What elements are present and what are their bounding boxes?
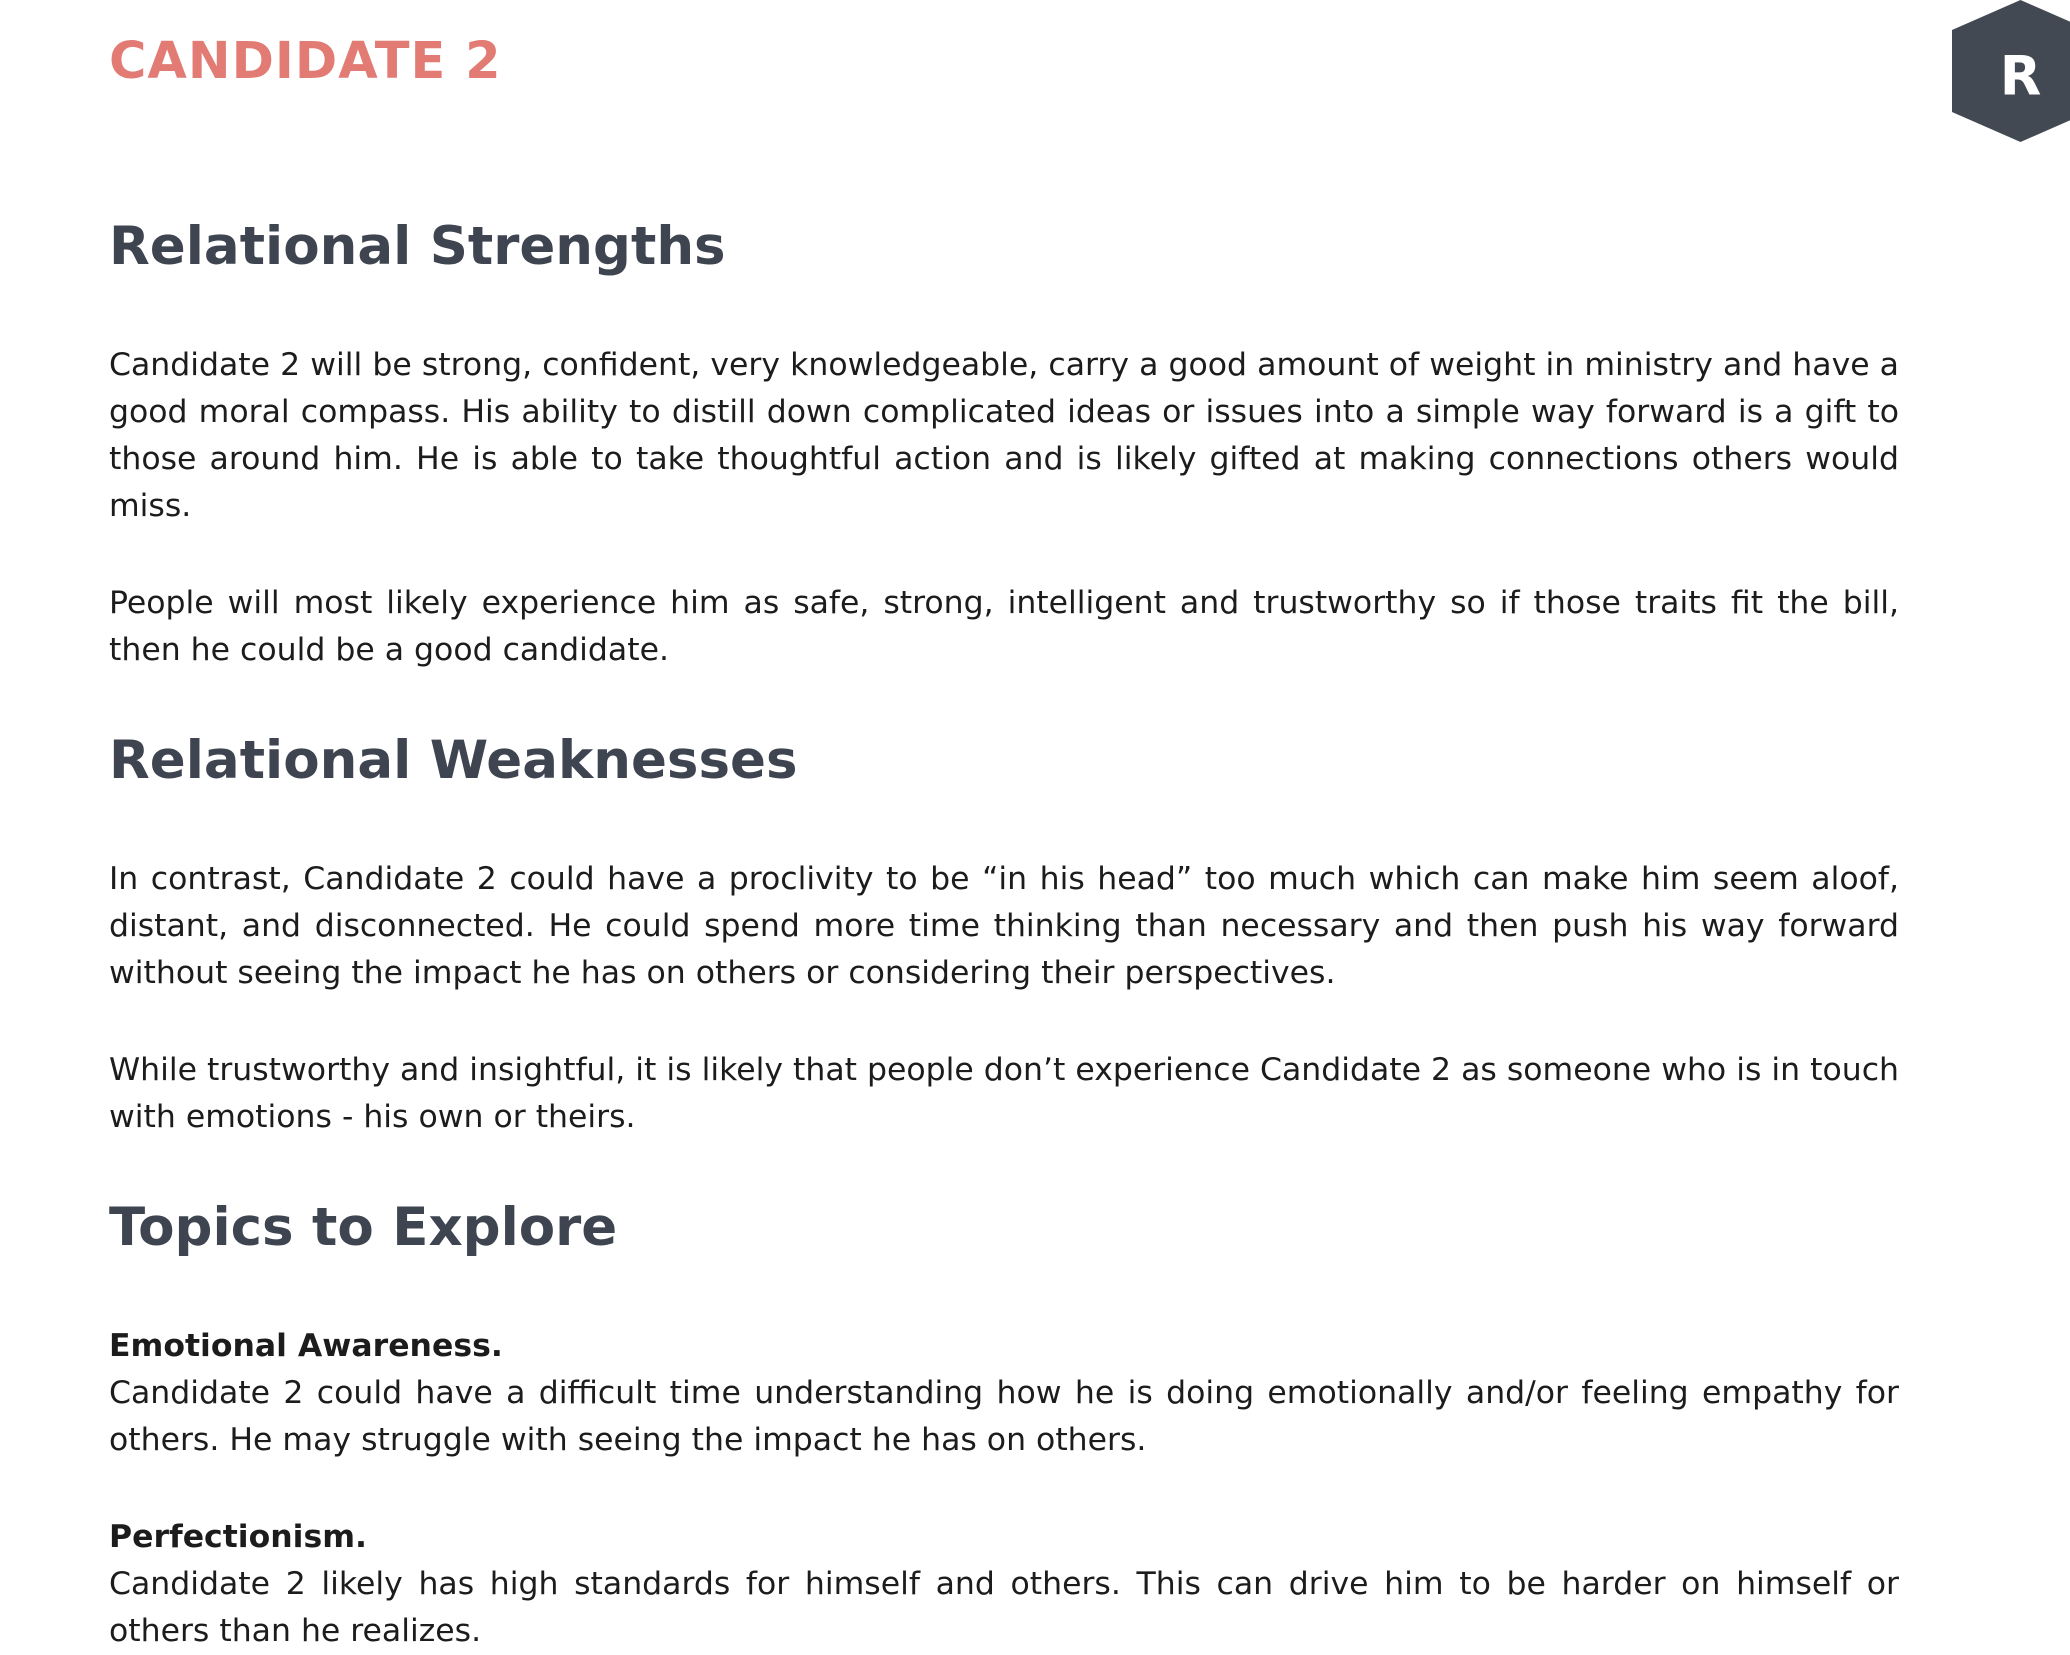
topic-item: [109, 1323, 1899, 1464]
hexagon-r-logo-icon: [1952, 0, 2070, 142]
section-title-strengths: Relational Strengths: [109, 216, 726, 277]
candidate-label: CANDIDATE 2: [109, 32, 502, 91]
topic-title: Perfectionism.: [109, 1519, 367, 1555]
topics-to-explore-section: [109, 1193, 1899, 1655]
topic-text: Candidate 2 likely has high standards for himself and others. This can drive him to be harder on himself or others than he realizes.: [109, 1566, 1899, 1649]
weaknesses-paragraph: While trustworthy and insightful, it is likely that people don’t experience Candidate 2 as someone who is in touch with emotions - his own or theirs.: [109, 1052, 1899, 1135]
topic-item: [109, 1514, 1899, 1655]
report-content: [109, 212, 1899, 1655]
topic-title: Emotional Awareness.: [109, 1328, 503, 1364]
weaknesses-paragraph: In contrast, Candidate 2 could have a proclivity to be “in his head” too much which can make him seem aloof, distant, and disconnected. He could spend more time thinking than necessary and then push his way forward without seeing the impact he has on others or considering their perspectives.: [109, 861, 1899, 991]
strengths-paragraph: Candidate 2 will be strong, confident, very knowledgeable, carry a good amount of weight in ministry and have a good moral compass. His ability to distill down complicated ideas or issues into a simple way forward is a gift to those around him. He is able to take thoughtful action and is likely gifted at making connections others would miss.: [109, 347, 1899, 524]
section-title-weaknesses: Relational Weaknesses: [109, 730, 798, 791]
relational-weaknesses-section: [109, 726, 1899, 1141]
logo-letter: R: [1999, 44, 2042, 108]
relational-strengths-section: [109, 212, 1899, 674]
strengths-paragraph: People will most likely experience him as safe, strong, intelligent and trustworthy so if those traits fit the bill, then he could be a good candidate.: [109, 585, 1899, 668]
topic-text: Candidate 2 could have a difficult time understanding how he is doing emotionally and/or feeling empathy for others. He may struggle with seeing the impact he has on others.: [109, 1375, 1899, 1458]
section-title-topics: Topics to Explore: [109, 1197, 618, 1258]
